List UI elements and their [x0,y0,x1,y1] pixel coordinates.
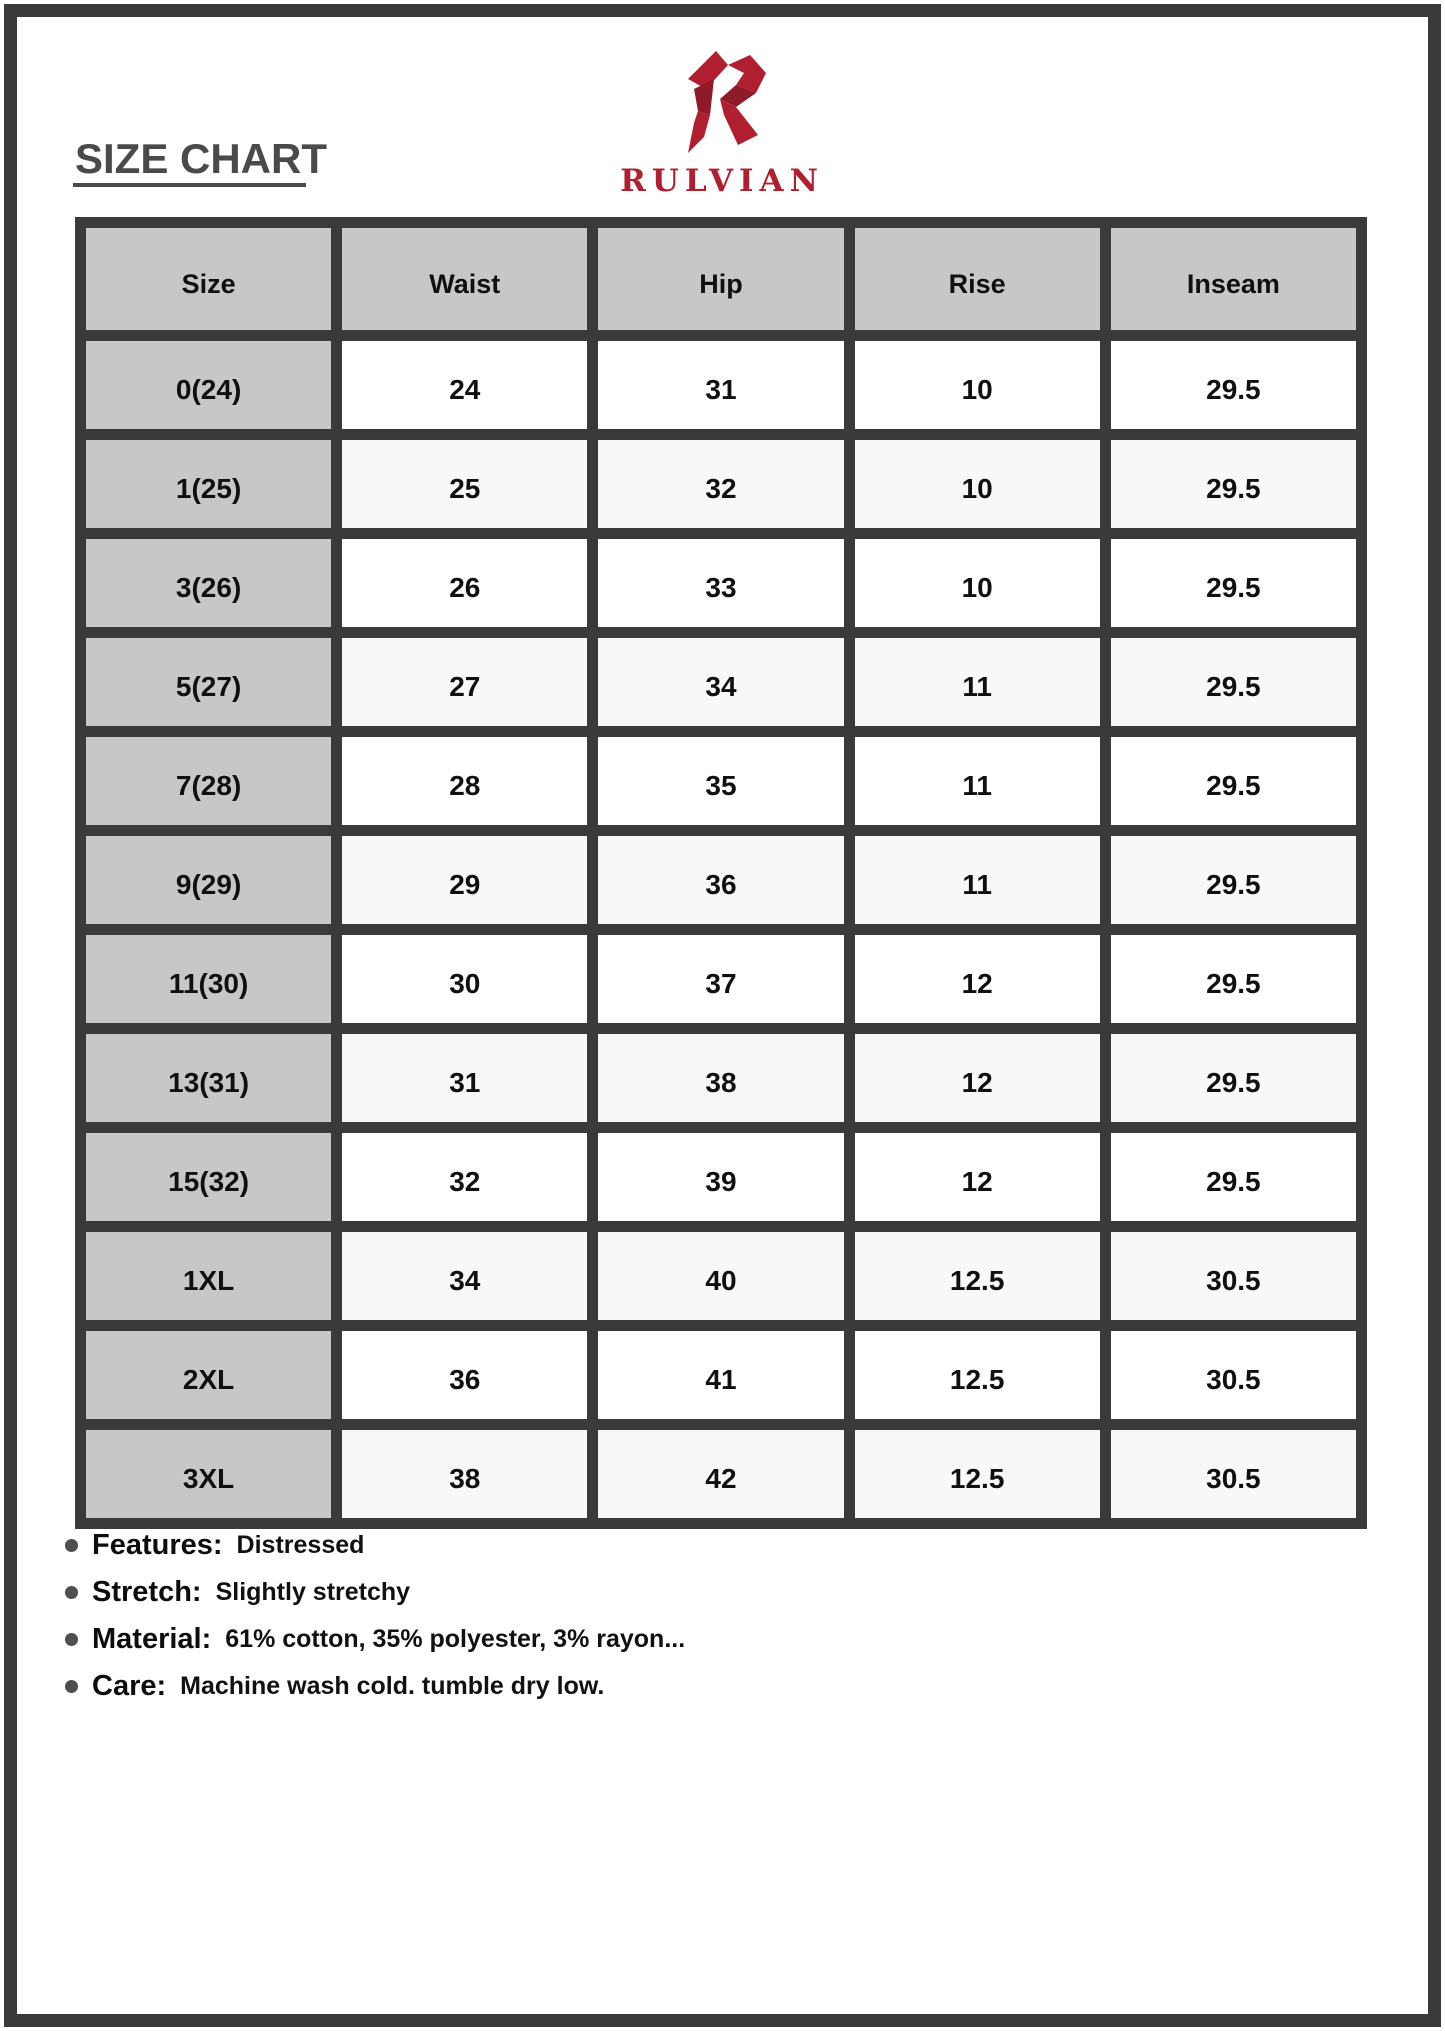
hip-cell: 38 [593,1029,849,1128]
inseam-cell: 29.5 [1105,435,1361,534]
waist-cell: 30 [337,930,593,1029]
inseam-cell: 30.5 [1105,1326,1361,1425]
rise-cell: 12 [849,930,1105,1029]
waist-cell: 28 [337,732,593,831]
row-size-cell: 15(32) [81,1128,337,1227]
table-body [81,336,1362,1524]
inseam-cell: 29.5 [1105,1128,1361,1227]
hip-cell: 33 [593,534,849,633]
row-size-cell: 1XL [81,1227,337,1326]
hip-cell: 41 [593,1326,849,1425]
waist-cell: 34 [337,1227,593,1326]
rise-cell: 10 [849,435,1105,534]
hip-cell: 32 [593,435,849,534]
rise-cell: 12 [849,1029,1105,1128]
column-header-rise: Rise [849,223,1105,336]
rise-cell: 12.5 [849,1425,1105,1524]
inseam-cell: 29.5 [1105,1029,1361,1128]
rise-cell: 12 [849,1128,1105,1227]
bullet-icon [65,1586,78,1599]
inseam-cell: 29.5 [1105,732,1361,831]
hip-cell: 42 [593,1425,849,1524]
table-row [81,633,1362,732]
inseam-cell: 30.5 [1105,1227,1361,1326]
brand-logo-icon [676,48,770,162]
bullet-icon [65,1633,78,1646]
hip-cell: 40 [593,1227,849,1326]
inseam-cell: 29.5 [1105,930,1361,1029]
waist-cell: 27 [337,633,593,732]
inseam-cell: 29.5 [1105,831,1361,930]
column-header-waist: Waist [337,223,593,336]
hip-cell: 37 [593,930,849,1029]
table-header-row [81,223,1362,336]
hip-cell: 36 [593,831,849,930]
column-header-size: Size [81,223,337,336]
waist-cell: 31 [337,1029,593,1128]
detail-value: Machine wash cold. tumble dry low. [180,1672,605,1700]
row-size-cell: 3XL [81,1425,337,1524]
row-size-cell: 13(31) [81,1029,337,1128]
detail-value: 61% cotton, 35% polyester, 3% rayon... [225,1625,686,1653]
details-list [65,1522,685,1710]
table-row [81,930,1362,1029]
table-row [81,435,1362,534]
table-row [81,336,1362,435]
rise-cell: 11 [849,831,1105,930]
detail-label: Care: [92,1670,167,1702]
waist-cell: 26 [337,534,593,633]
page-title: SIZE CHART [75,135,327,182]
detail-item [65,1616,685,1663]
bullet-icon [65,1539,78,1552]
detail-label: Stretch: [92,1576,202,1608]
waist-cell: 29 [337,831,593,930]
inseam-cell: 29.5 [1105,336,1361,435]
detail-label: Material: [92,1623,212,1655]
table-row [81,1326,1362,1425]
waist-cell: 24 [337,336,593,435]
row-size-cell: 3(26) [81,534,337,633]
waist-cell: 32 [337,1128,593,1227]
table-row [81,1128,1362,1227]
table-row [81,534,1362,633]
rise-cell: 12.5 [849,1326,1105,1425]
row-size-cell: 9(29) [81,831,337,930]
brand-name: RULVIAN [620,163,824,199]
detail-item [65,1522,685,1569]
row-size-cell: 0(24) [81,336,337,435]
inseam-cell: 30.5 [1105,1425,1361,1524]
table-row [81,1425,1362,1524]
row-size-cell: 11(30) [81,930,337,1029]
row-size-cell: 5(27) [81,633,337,732]
bullet-icon [65,1680,78,1693]
row-size-cell: 2XL [81,1326,337,1425]
detail-label: Features: [92,1529,223,1561]
hip-cell: 34 [593,633,849,732]
rise-cell: 11 [849,732,1105,831]
row-size-cell: 1(25) [81,435,337,534]
table-row [81,1227,1362,1326]
rise-cell: 10 [849,336,1105,435]
column-header-inseam: Inseam [1105,223,1361,336]
waist-cell: 25 [337,435,593,534]
table-row [81,1029,1362,1128]
hip-cell: 39 [593,1128,849,1227]
waist-cell: 36 [337,1326,593,1425]
detail-value: Slightly stretchy [215,1578,411,1606]
waist-cell: 38 [337,1425,593,1524]
detail-value: Distressed [236,1531,365,1559]
hip-cell: 35 [593,732,849,831]
title-underline [73,183,306,187]
table-row [81,831,1362,930]
hip-cell: 31 [593,336,849,435]
detail-item [65,1663,685,1710]
rise-cell: 11 [849,633,1105,732]
detail-item [65,1569,685,1616]
table-row [81,732,1362,831]
row-size-cell: 7(28) [81,732,337,831]
rise-cell: 10 [849,534,1105,633]
rise-cell: 12.5 [849,1227,1105,1326]
column-header-hip: Hip [593,223,849,336]
inseam-cell: 29.5 [1105,633,1361,732]
size-table [75,217,1367,1529]
inseam-cell: 29.5 [1105,534,1361,633]
